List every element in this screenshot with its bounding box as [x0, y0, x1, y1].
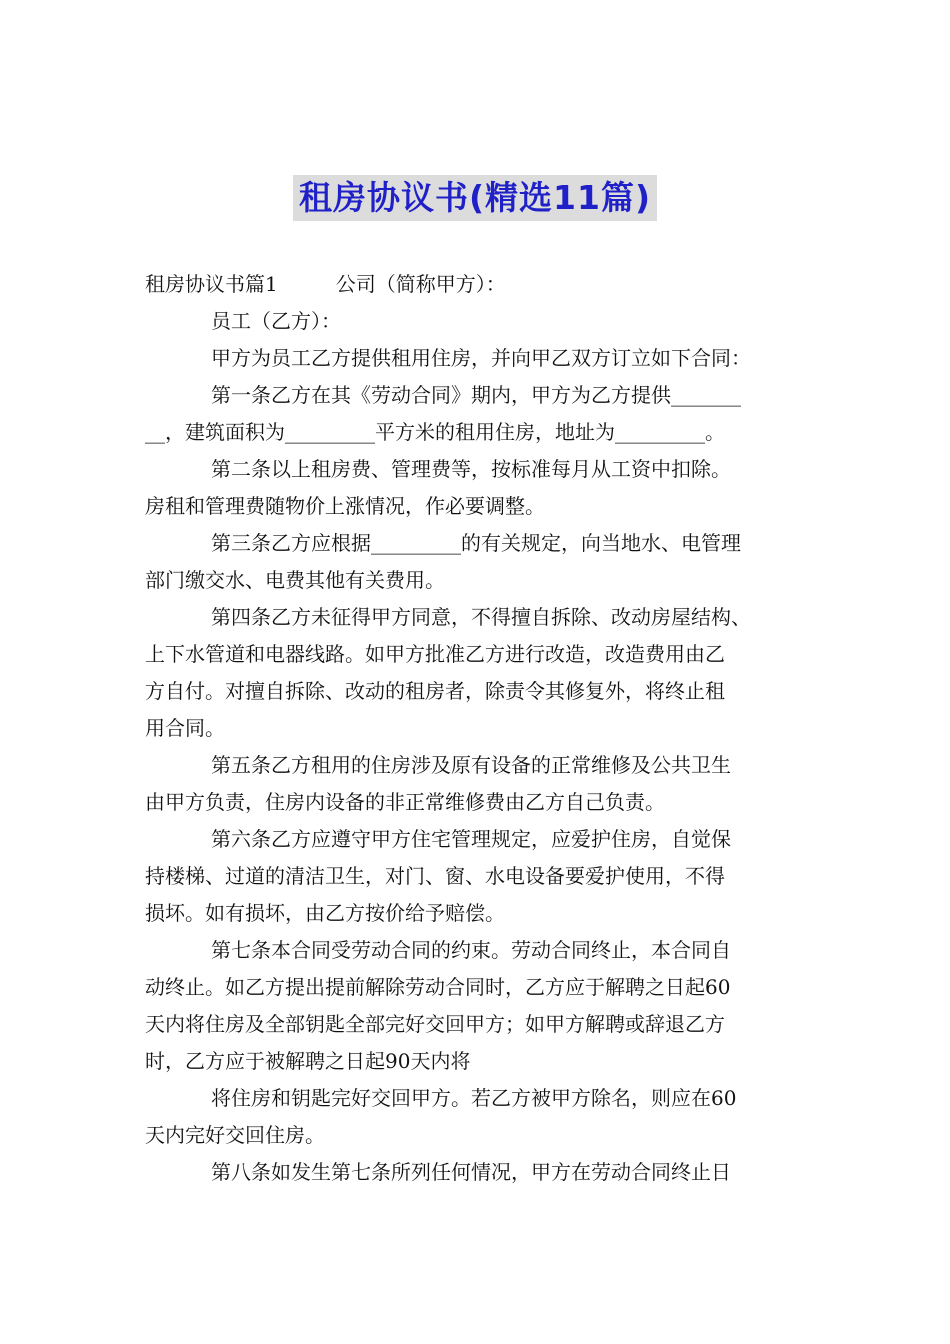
- paragraph-line: 由甲方负责，住房内设备的非正常维修费由乙方自己负责。: [145, 790, 665, 814]
- paragraph-line: 天内完好交回住房。: [145, 1123, 325, 1147]
- paragraph-line: 第六条乙方应遵守甲方住宅管理规定，应爱护住房，自觉保: [211, 827, 731, 851]
- paragraph-line: 第四条乙方未征得甲方同意，不得擅自拆除、改动房屋结构、: [211, 605, 751, 629]
- party-a-line: 公司（简称甲方）：: [335, 272, 506, 296]
- paragraph-line: 时，乙方应于被解聘之日起90天内将: [145, 1049, 471, 1073]
- paragraph-line: 上下水管道和电器线路。如甲方批准乙方进行改造，改造费用由乙: [145, 642, 725, 666]
- document-title: 租房协议书(精选11篇): [293, 175, 657, 221]
- paragraph-line: 动终止。如乙方提出提前解除劳动合同时，乙方应于解聘之日起60: [145, 975, 731, 999]
- paragraph-line: 第一条乙方在其《劳动合同》期内，甲方为乙方提供_______: [211, 383, 741, 407]
- paragraph-line: 员工（乙方）：: [211, 309, 341, 333]
- paragraph-line: 第二条以上租房费、管理费等，按标准每月从工资中扣除。: [211, 457, 731, 481]
- paragraph-line: 第七条本合同受劳动合同的约束。劳动合同终止，本合同自: [211, 938, 731, 962]
- paragraph-line: 用合同。: [145, 716, 225, 740]
- section-heading: 租房协议书篇1: [145, 272, 278, 296]
- title-container: [0, 175, 950, 221]
- paragraph-line: 将住房和钥匙完好交回甲方。若乙方被甲方除名，则应在60: [211, 1086, 737, 1110]
- document-body: [145, 266, 813, 1191]
- paragraph-line: 天内将住房及全部钥匙全部完好交回甲方；如甲方解聘或辞退乙方: [145, 1012, 725, 1036]
- paragraph-line: 方自付。对擅自拆除、改动的租房者，除责令其修复外，将终止租: [145, 679, 725, 703]
- paragraph-line: __，建筑面积为_________平方米的租用住房，地址为_________。: [145, 420, 725, 444]
- paragraph-line: 房租和管理费随物价上涨情况，作必要调整。: [145, 494, 545, 518]
- paragraph-line: 第三条乙方应根据_________的有关规定，向当地水、电管理: [211, 531, 741, 555]
- paragraph-line: 第八条如发生第七条所列任何情况，甲方在劳动合同终止日: [211, 1160, 731, 1184]
- first-line: [145, 266, 813, 303]
- paragraph-line: 部门缴交水、电费其他有关费用。: [145, 568, 445, 592]
- paragraph-line: 持楼梯、过道的清洁卫生，对门、窗、水电设备要爱护使用，不得: [145, 864, 725, 888]
- paragraph-line: 第五条乙方租用的住房涉及原有设备的正常维修及公共卫生: [211, 753, 731, 777]
- paragraph-line: 损坏。如有损坏，由乙方按价给予赔偿。: [145, 901, 505, 925]
- paragraph-line: 甲方为员工乙方提供租用住房，并向甲乙双方订立如下合同：: [211, 346, 751, 370]
